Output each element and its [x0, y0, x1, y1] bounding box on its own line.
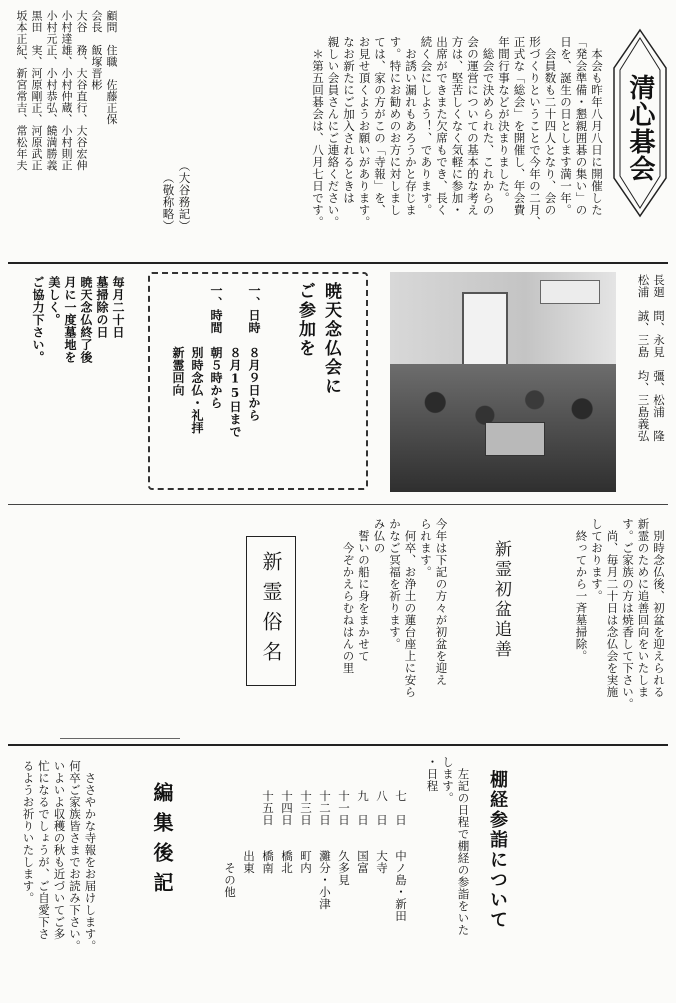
section-divider-1 [8, 262, 668, 264]
hatsubon-intro-text: 別時念仏後、初盆を迎えられる 新霊のために追善回向をいたしま す。ご家族の方は焼香して下さい。 尚、毎月二十日は念仏会を実施 しております。 終ってから一斉墓掃除。 [574, 518, 666, 710]
gokai-meeting-photo [390, 272, 616, 492]
gyoten-box-details: 一、日時 ８月９日から ８月15日まで 一、時間 朝５時から 別時念仏・礼拝 新霊回向 [171, 284, 261, 438]
tanagyo-heading: 棚経参詣について [487, 770, 508, 930]
hatsubon-body-text: 今年は下記の方々が初盆を迎え られます。 何卒、お浄土の蓮台座上に安ら かなご冥福を祈ります。 み仏の 誓いの船に身をまかせて 今ぞかえらむねはんの里 [341, 518, 449, 698]
hatsubon-heading: 新霊初盆追善 [491, 540, 511, 660]
section3-bottom-rule [60, 738, 180, 739]
section-divider-2 [8, 504, 668, 505]
editor-notes-title: 編集後記 [150, 782, 174, 902]
honorifics-omitted-note: （敬称略） [161, 172, 176, 232]
grave-cleaning-notice: 毎月二十日 墓掃除の日 暁天念仏終了後 月に一度墓地を 美しく。 ご協力下さい。 [31, 276, 125, 364]
gokai-body-text: 本会も昨年八月八日に開催した 「発会準備・懇親囲碁の集い」の 日を、誕生の日とします満一年。 会員数も二十四人となり、会の 形づくりということで今年の二月、 正式な「総会」を開催し、年会費 年間行事などが決まりました。 総会で決められた、これからの 会の運営についての基本的な考え 方は、堅苦しくなく気軽に参加・ 出席ができまた欠席もでき、長く 続く会にしよう！、であります。 お誘い漏れもあろうかと存じま す。特にお勧めのお方に対しまし ては、家の方がこの「寺報」を、 お見せ頂くようお願いがあります。 なお新たにご加入されるときは 親しい会員さんにご連絡ください。 ＊第五回碁会は、八月七日です。 [311, 36, 604, 228]
seishin-gokai-title-banner [612, 28, 668, 218]
section-title: 清心碁会 [625, 74, 655, 182]
editor-notes-body: ささやかな寺報をお届けします。 何卒ご家族皆さまでお読み下さい。 いよいよ収穫の秋も近づいてご多 忙になるでしょうが、ご自愛下さ るようお祈りいたします。 [21, 760, 98, 952]
shinrei-zokumyo-box [246, 536, 296, 686]
member-list: 顧問 住職 佐藤正保 会長 飯塚晋彬 大谷 務、大谷直行、大谷宏伸 小村達雄、小村仲蔵、小村則正 小村元正、小村恭弘、饒満勝義 黒田 実、河原剛正、河原武正 坂本正紀、新宮常吉、常松年夫 [15, 10, 118, 171]
gokai-signature: （大谷務記） [177, 160, 192, 232]
section-divider-3 [8, 744, 668, 746]
gyoten-box-title: 暁天念仏会に ご参加を [295, 282, 341, 396]
tanagyo-intro: 左記の日程で棚経の参詣をいた します。 ・日程 [425, 756, 471, 936]
tanagyo-schedule: 七 日 中ノ島・新田 八 日 大寺 九 日 国富 十一日 久多見 十二日 灘分・小津 十三日 町内 十四日 橋北 十五日 橋南 出東 その他 [223, 790, 408, 922]
photo-caption-names: 長廻 問、永見 彊、松浦 隆 松浦 誠、三島 均、三島義弘 [636, 274, 666, 442]
shinrei-zokumyo-title: 新霊俗名 [259, 551, 283, 671]
